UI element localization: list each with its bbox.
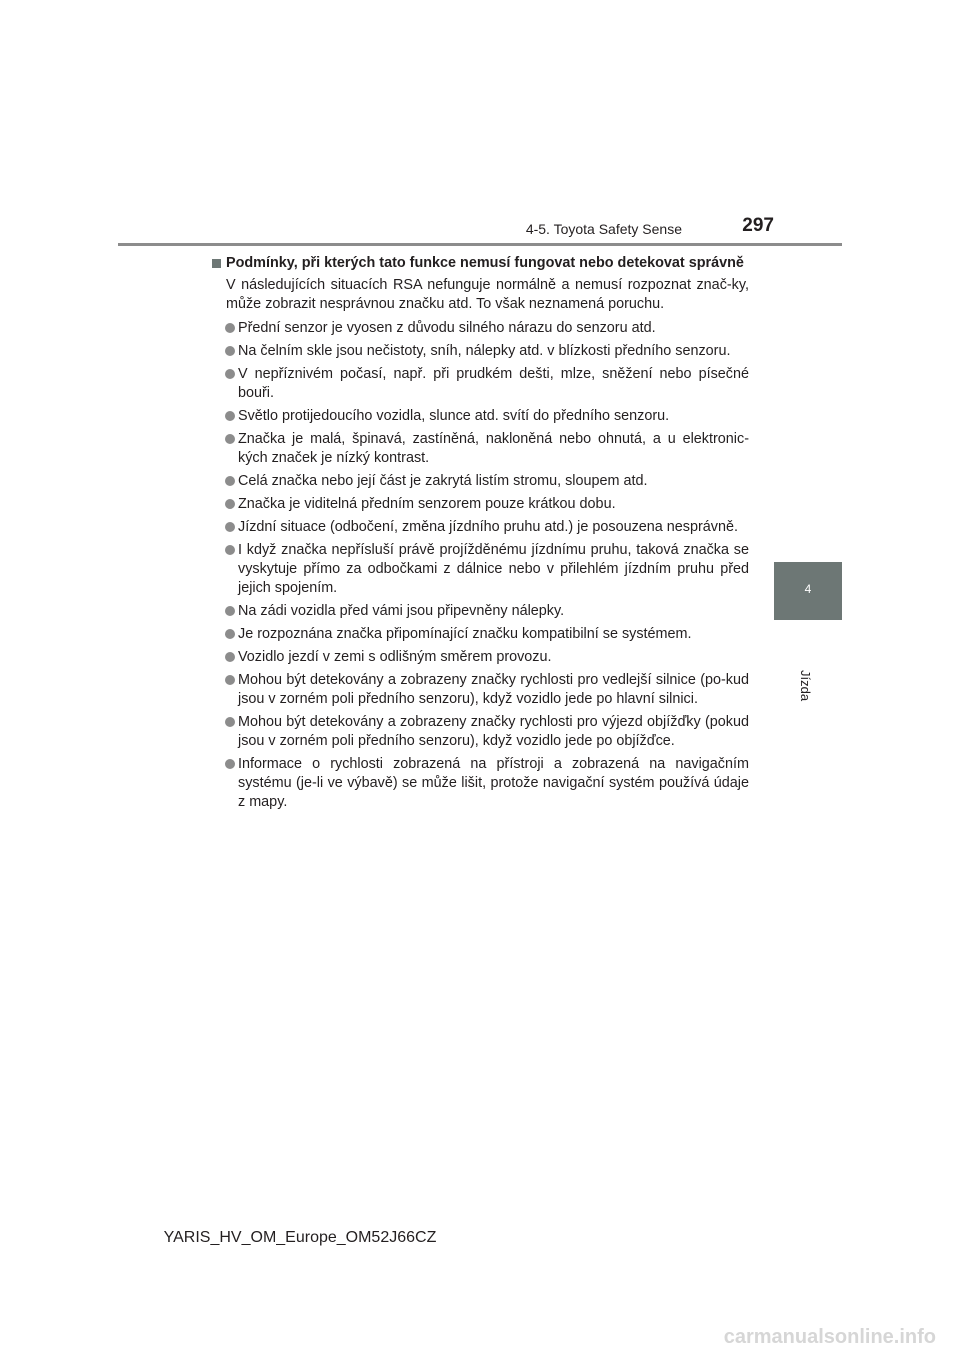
condition-list (211, 319, 749, 812)
list-item-text: Je rozpoznána značka připomínající značku kompatibilní se systémem. (238, 626, 692, 642)
list-item-text: Informace o rychlosti zobrazená na přístroji a zobrazená na navigačním systému (je-li ve výbavě) se může lišit, protože navigační systém používá údaje z mapy. (238, 756, 749, 810)
list-item-text: Mohou být detekovány a zobrazeny značky rychlosti pro výjezd objížďky (pokud jsou v zorném poli předního senzoru), když vozidlo jede po objížďce. (238, 714, 749, 749)
main-content (211, 254, 749, 816)
circle-bullet-icon (225, 606, 235, 616)
list-item (211, 602, 749, 621)
circle-bullet-icon (225, 545, 235, 555)
watermark: carmanualsonline.info (723, 1326, 936, 1348)
chapter-label-container (793, 628, 823, 702)
list-item (211, 648, 749, 667)
list-item-text: Celá značka nebo její část je zakrytá listím stromu, sloupem atd. (238, 473, 648, 489)
square-bullet-icon (212, 259, 221, 268)
circle-bullet-icon (225, 369, 235, 379)
list-item (211, 713, 749, 751)
circle-bullet-icon (225, 323, 235, 333)
list-item-text: Světlo protijedoucího vozidla, slunce atd. svítí do předního senzoru. (238, 408, 670, 424)
circle-bullet-icon (225, 346, 235, 356)
section-intro: V následujících situacích RSA nefunguje normálně a nemusí rozpoznat znač-ky, může zobrazit nesprávnou značku atd. To však neznamená poruchu. (226, 277, 749, 312)
list-item (211, 495, 749, 514)
list-item-text: Značka je malá, špinavá, zastíněná, nakloněná nebo ohnutá, a u elektronic-kých značek je nízký kontrast. (238, 431, 749, 466)
circle-bullet-icon (225, 652, 235, 662)
header-section-title: 4-5. Toyota Safety Sense (525, 221, 682, 237)
list-item (211, 342, 749, 361)
list-item (211, 430, 749, 468)
list-item-text: V nepříznivém počasí, např. při prudkém dešti, mlze, sněžení nebo písečné bouři. (238, 366, 749, 401)
list-item-text: Jízdní situace (odbočení, změna jízdního pruhu atd.) je posouzena nesprávně. (238, 519, 738, 535)
circle-bullet-icon (225, 522, 235, 532)
list-item (211, 365, 749, 403)
list-item (211, 407, 749, 426)
circle-bullet-icon (225, 759, 235, 769)
list-item (211, 319, 749, 338)
list-item-text: Značka je viditelná předním senzorem pouze krátkou dobu. (238, 496, 616, 512)
list-item-text: I když značka nepřísluší právě projížděnému jízdnímu pruhu, taková značka se vyskytuje přímo za odbočkami z dálnice nebo v přilehlém jízdním pruhu před jejich spojením. (238, 542, 749, 596)
circle-bullet-icon (225, 675, 235, 685)
list-item (211, 541, 749, 598)
circle-bullet-icon (225, 499, 235, 509)
list-item (211, 472, 749, 491)
section-heading (211, 254, 749, 273)
list-item-text: Přední senzor je vyosen z důvodu silného nárazu do senzoru atd. (238, 320, 656, 336)
list-item (211, 625, 749, 644)
list-item-text: Mohou být detekovány a zobrazeny značky rychlosti pro vedlejší silnice (po-kud jsou v zorném poli předního senzoru), když vozidlo jede po hlavní silnici. (238, 672, 749, 707)
circle-bullet-icon (225, 717, 235, 727)
list-item-text: Vozidlo jezdí v zemi s odlišným směrem provozu. (238, 649, 552, 665)
footer-document-code: YARIS_HV_OM_Europe_OM52J66CZ (163, 1229, 437, 1246)
list-item (211, 518, 749, 537)
page-number: 297 (742, 215, 774, 236)
circle-bullet-icon (225, 434, 235, 444)
list-item-text: Na zádi vozidla před vámi jsou připevněny nálepky. (238, 603, 565, 619)
circle-bullet-icon (225, 411, 235, 421)
section-heading-text: Podmínky, při kterých tato funkce nemusí fungovat nebo detekovat správně (226, 255, 744, 271)
header-rule (118, 243, 842, 246)
circle-bullet-icon (225, 476, 235, 486)
list-item (211, 671, 749, 709)
chapter-number: 4 (804, 582, 812, 596)
chapter-label: Jízda (798, 670, 813, 702)
list-item (211, 755, 749, 812)
list-item-text: Na čelním skle jsou nečistoty, sníh, nálepky atd. v blízkosti předního senzoru. (238, 343, 731, 359)
circle-bullet-icon (225, 629, 235, 639)
